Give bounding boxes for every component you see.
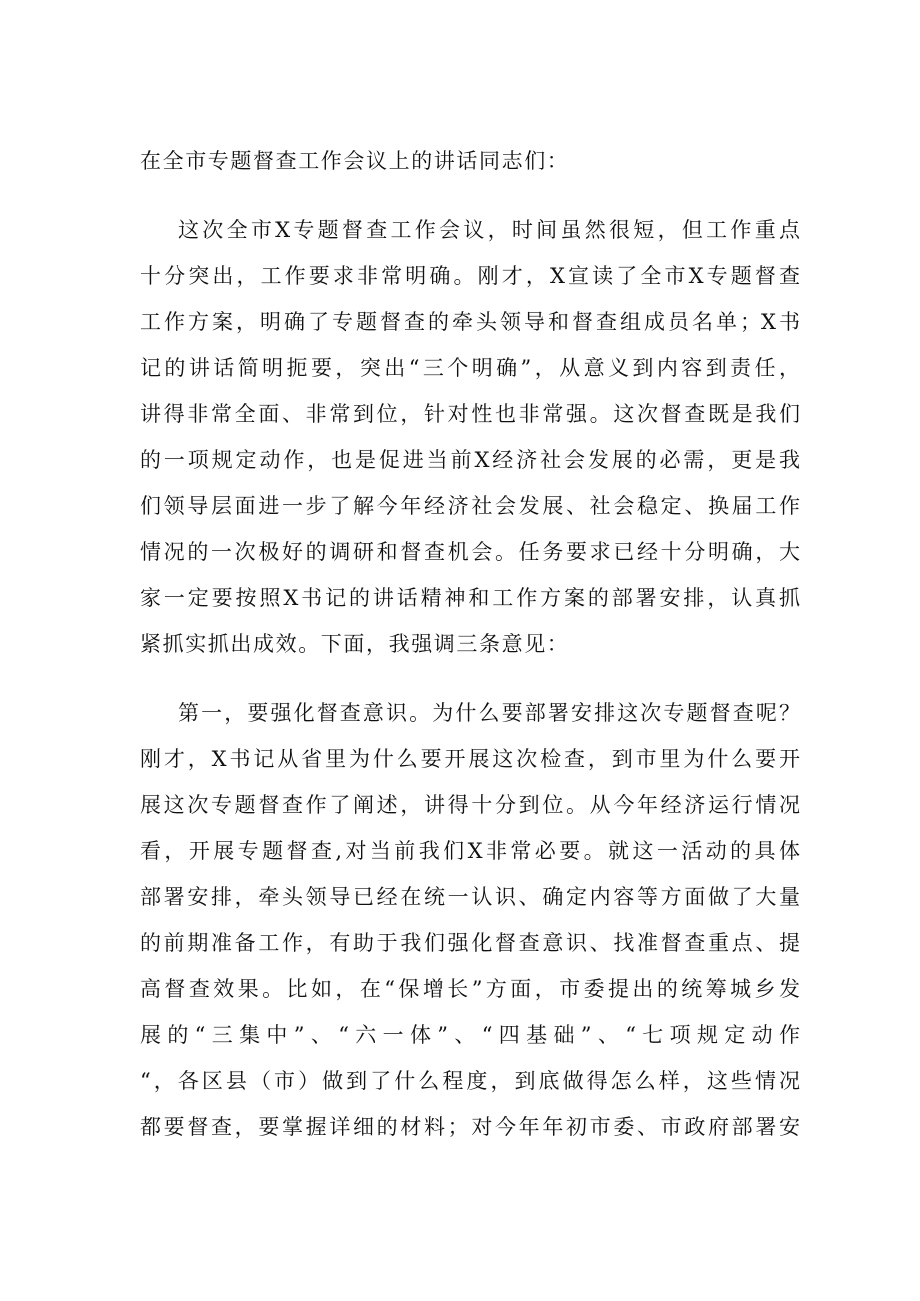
paragraph2-line-2: 刚才，X书记从省里为什么要开展这次检查，到市里为什么要开 xyxy=(140,747,800,771)
paragraph1-line-5: 讲得非常全面、非常到位，针对性也非常强。这次督查既是我们 xyxy=(140,402,800,426)
paragraph2-line-6: 的前期准备工作，有助于我们强化督查意识、找准督查重点、提 xyxy=(140,931,800,955)
paragraph2-line-5: 部署安排，牵头领导已经在统一认识、确定内容等方面做了大量 xyxy=(140,885,800,909)
paragraph1-line-10: 紧抓实抓出成效。下面，我强调三条意见： xyxy=(140,632,570,656)
paragraph2-line-8: 展的“三集中”、“六一体”、“四基础”、“七项规定动作 xyxy=(140,1023,800,1047)
paragraph2-line-3: 展这次专题督查作了阐述，讲得十分到位。从今年经济运行情况 xyxy=(140,793,800,817)
paragraph1-line-4: 记的讲话简明扼要，突出“三个明确”，从意义到内容到责任， xyxy=(140,356,800,380)
paragraph2-line-4: 看，开展专题督查,对当前我们X非常必要。就这一活动的具体 xyxy=(140,839,800,863)
paragraph1-line-1: 这次全市X专题督查工作会议，时间虽然很短，但工作重点 xyxy=(178,218,800,242)
paragraph1-line-3: 工作方案，明确了专题督查的牵头领导和督查组成员名单；X书 xyxy=(140,310,800,334)
paragraph2-line-10: 都要督查，要掌握详细的材料；对今年年初市委、市政府部署安 xyxy=(140,1115,800,1139)
paragraph1-line-7: 们领导层面进一步了解今年经济社会发展、社会稳定、换届工作 xyxy=(140,494,800,518)
paragraph2-line-1: 第一，要强化督查意识。为什么要部署安排这次专题督查呢？ xyxy=(178,701,800,725)
paragraph2-line-7: 高督查效果。比如，在“保增长”方面，市委提出的统筹城乡发 xyxy=(140,977,800,1001)
paragraph1-line-8: 情况的一次极好的调研和督查机会。任务要求已经十分明确，大 xyxy=(140,540,800,564)
paragraph2-line-9: “，各区县（市）做到了什么程度，到底做得怎么样，这些情况 xyxy=(140,1069,800,1093)
document-title-line: 在全市专题督查工作会议上的讲话同志们： xyxy=(140,149,570,173)
paragraph1-line-6: 的一项规定动作，也是促进当前X经济社会发展的必需，更是我 xyxy=(140,448,800,472)
paragraph1-line-9: 家一定要按照X书记的讲话精神和工作方案的部署安排，认真抓 xyxy=(140,586,800,610)
paragraph1-line-2: 十分突出，工作要求非常明确。刚才，X宣读了全市X专题督查 xyxy=(140,264,800,288)
